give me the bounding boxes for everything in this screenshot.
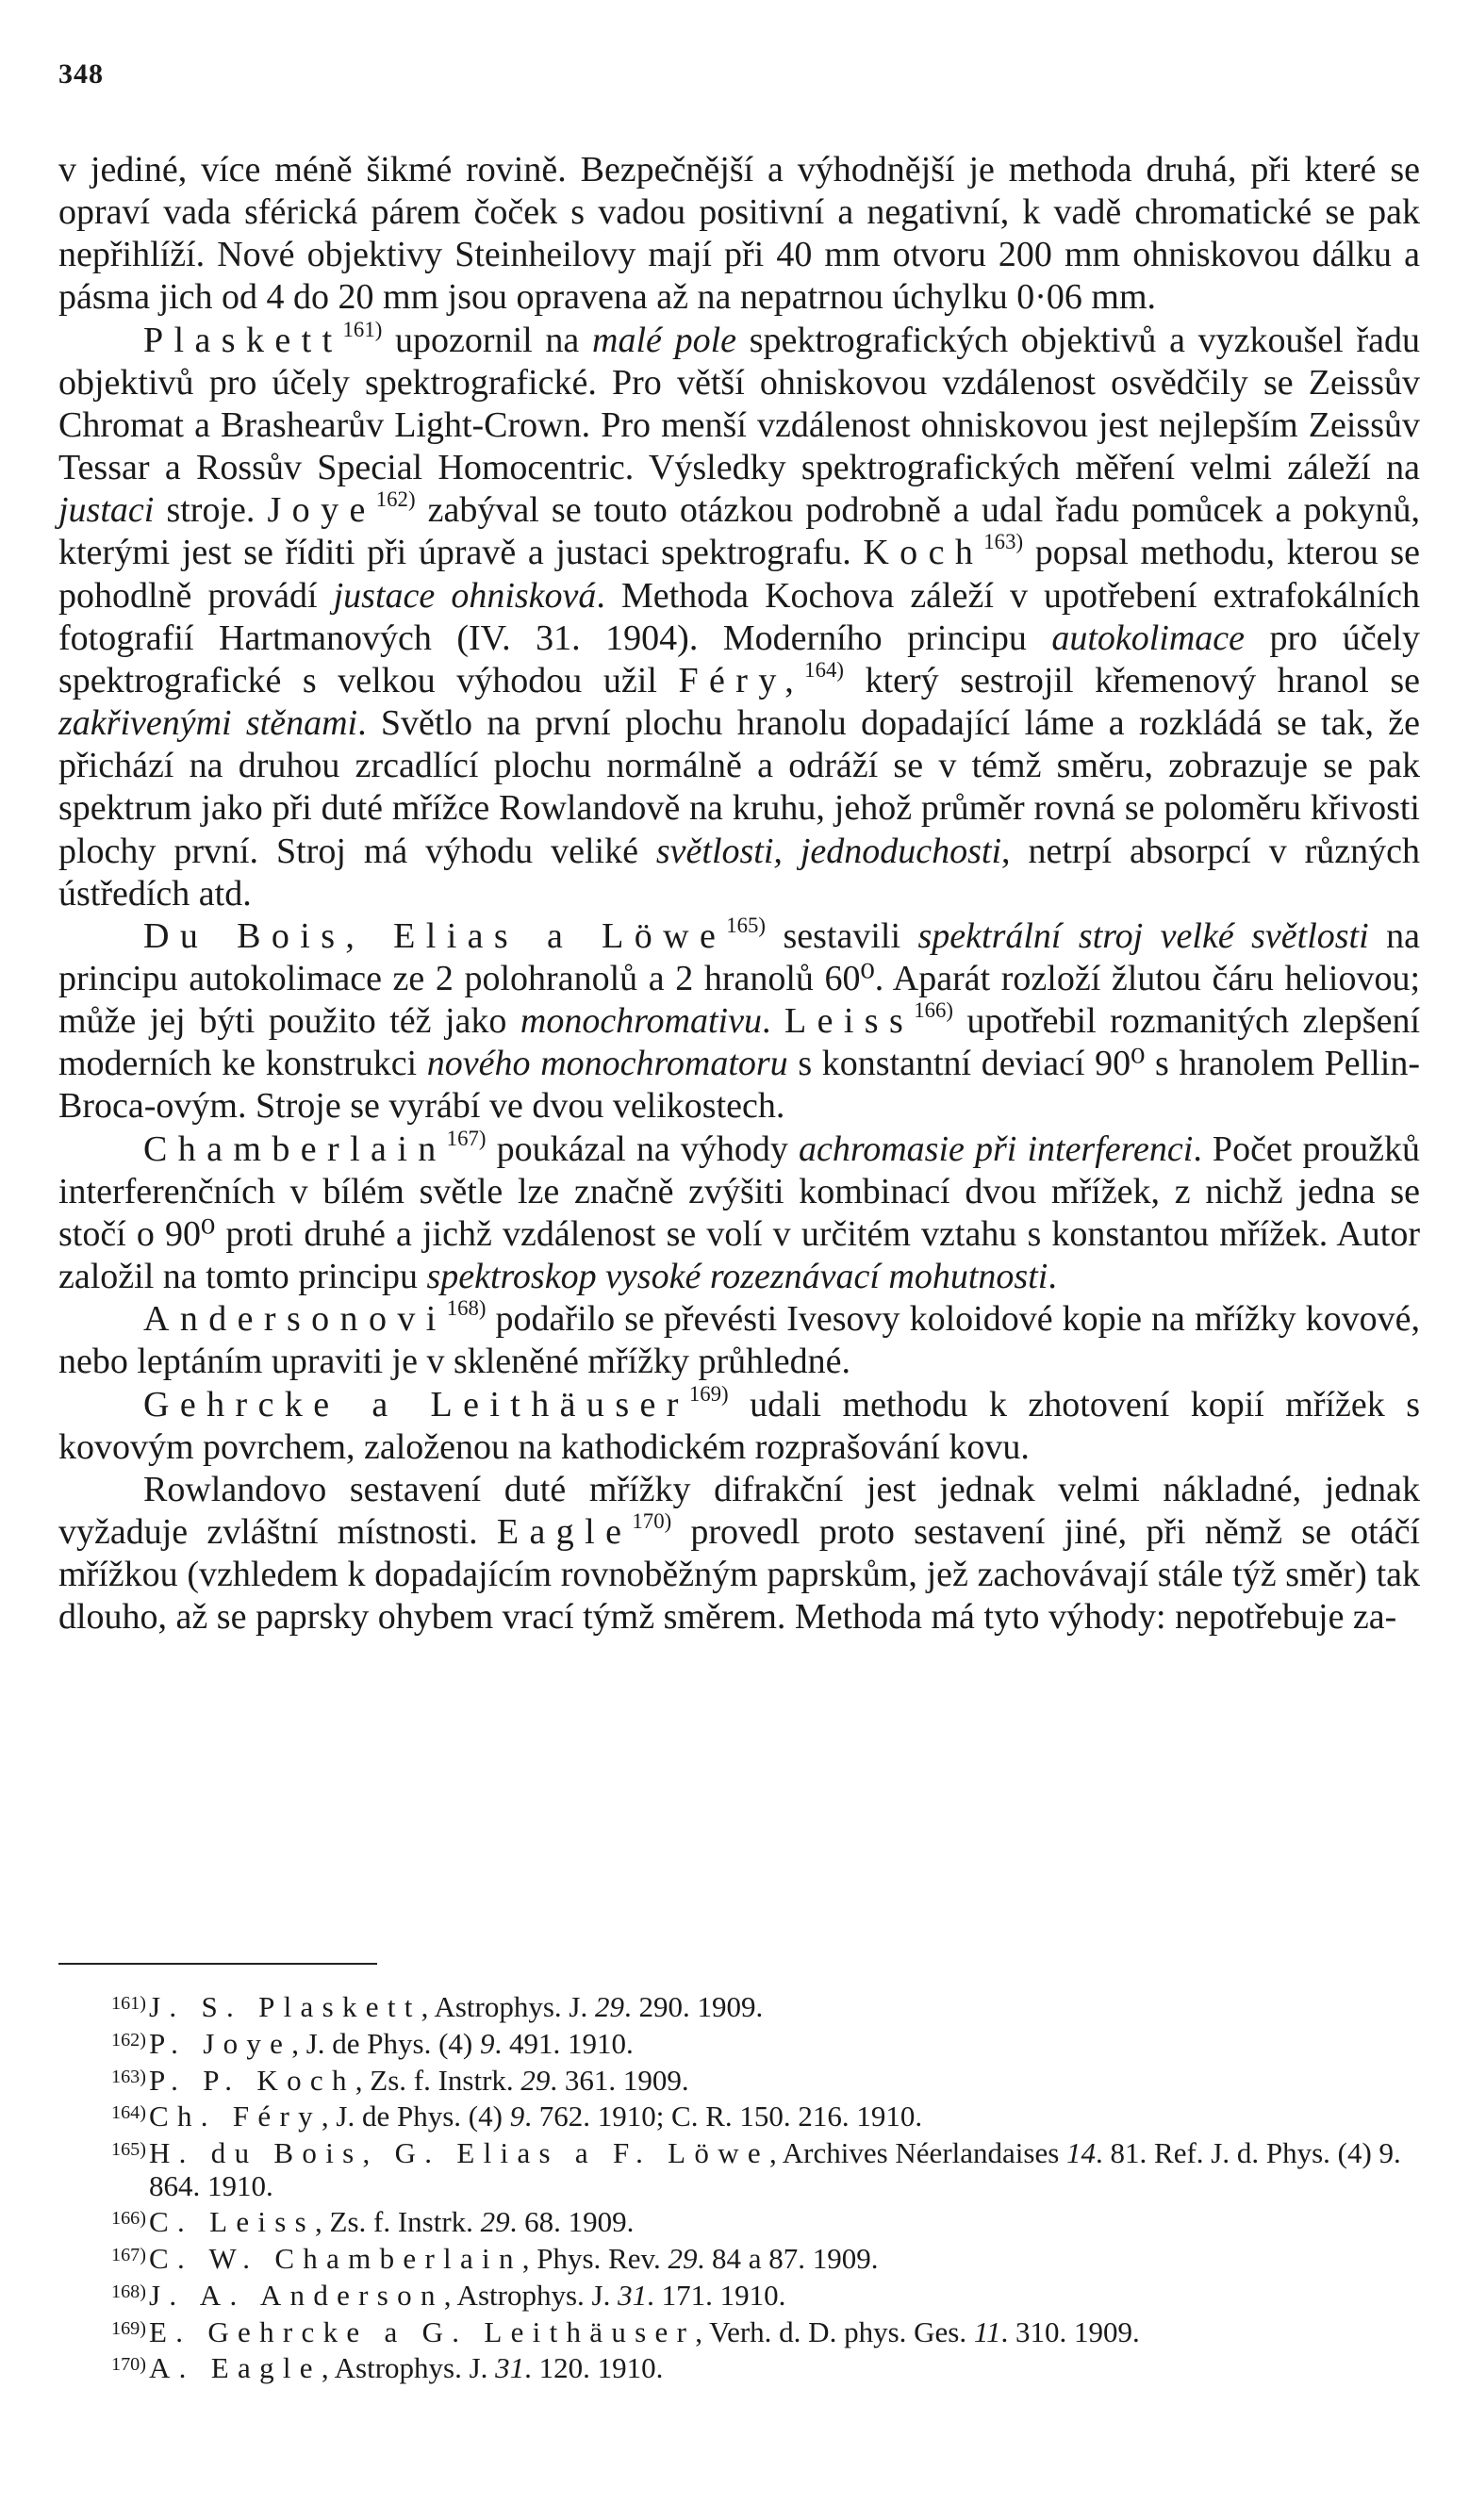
footnote-source: , Astrophys. J. <box>321 2351 496 2385</box>
footnote-volume: 9 <box>480 2026 495 2060</box>
footnote-ref: 163) <box>983 530 1024 554</box>
text-run: který sestrojil křemenový hranol se <box>843 660 1420 700</box>
footnote <box>58 2133 1420 2202</box>
text-run: s konstantní deviací 90⁰ s hranolem Pellin-Broca-ovým. Stroje se vyrábí ve dvou velikostech. <box>58 1044 1420 1127</box>
footnote-number: 165) <box>111 2139 146 2160</box>
author-name: Féry, <box>678 660 805 700</box>
emphasis: achromasie při interferenci <box>798 1128 1194 1169</box>
footnote-tail: . 171. 1910. <box>647 2279 786 2312</box>
paragraph: v jediné, více méně šikmé rovině. Bezpečnější a výhodnější je methoda druhá, při které se opraví vada sférická párem čoček s vadou positivní a negativní, k vadě chromatické se pak nepřihlíží. Nové objektivy Steinheilovy mají při 40 mm otvoru 200 mm ohniskovou dálku a pásma jich od 4 do 20 mm jsou opravena až na nepatrnou úchylku 0·06 mm. <box>58 150 1420 318</box>
footnote-volume: 29 <box>594 1990 624 2024</box>
footnote-tail: . 762. 1910; C. R. 150. 216. 1910. <box>524 2100 923 2133</box>
footnotes <box>58 1987 1420 2385</box>
footnote-tail: . 68. 1909. <box>509 2205 635 2239</box>
author-name: Plaskett <box>143 320 343 360</box>
footnote-author: Ch. Féry <box>149 2100 322 2133</box>
emphasis: justaci <box>58 490 155 531</box>
page-number: 348 <box>58 58 104 90</box>
footnote-ref: 167) <box>446 1126 487 1150</box>
footnote-volume: 14 <box>1066 2136 1097 2170</box>
paragraph <box>58 1381 1421 1469</box>
footnote-author: P. Joye <box>149 2026 292 2060</box>
paragraph <box>58 1128 1420 1299</box>
footnote-source: , Verh. d. D. phys. Ges. <box>695 2314 974 2348</box>
text-run: poukázal na výhody <box>486 1128 799 1169</box>
footnote-ref: 161) <box>342 317 383 341</box>
author-name: Eagle <box>496 1512 633 1552</box>
author-name: Gehrcke a Leithäuser <box>143 1384 689 1425</box>
footnote-author: C. Leiss <box>149 2205 316 2239</box>
body-text <box>58 149 1420 1639</box>
footnote-author: J. S. Plaskett <box>149 1990 421 2024</box>
footnote <box>58 2202 1420 2239</box>
footnote-source: , J. de Phys. (4) <box>321 2100 510 2133</box>
author-name: Du Bois, Elias a Löwe <box>143 915 727 956</box>
footnote-number: 164) <box>111 2102 146 2124</box>
footnote-volume: 11 <box>973 2314 1001 2348</box>
paragraph <box>58 1298 1420 1383</box>
footnote-number: 162) <box>111 2029 146 2051</box>
text-run: upozornil na <box>382 320 593 360</box>
text-run: , netrpí absorpcí v různých ústředích atd. <box>58 831 1421 914</box>
text-run: zabýval se touto otázkou podrobně a udal řadu pomůcek a pokynů, kterými jest se říditi při úpravě a justaci spektrografu. <box>58 490 1420 573</box>
emphasis: spektrální stroj velké světlosti <box>917 915 1369 956</box>
footnote-volume: 29 <box>480 2205 510 2239</box>
footnote-author: E. Gehrcke a G. Leithäuser <box>149 2314 696 2348</box>
text-run: udali methodu k zhotovení kopií mřížek s kovovým povrchem, založenou na kathodickém rozprašování kovu. <box>58 1384 1421 1467</box>
text-run: . Počet proužků interferenčních v bílém světle lze značně zvýšiti kombinací dvou mřížek, z nichž jedna se stočí o 90⁰ proti druhé a jichž vzdálenost se volí v určitém vztahu s konstantou mřížek. Autor založil na tomto principu <box>58 1128 1420 1297</box>
text-run: sestavili <box>766 915 918 956</box>
footnote-volume: 9 <box>509 2100 525 2133</box>
footnote-number: 163) <box>111 2066 146 2087</box>
footnote <box>58 2097 1420 2133</box>
footnote-number: 166) <box>111 2208 146 2230</box>
footnote-author: A. Eagle <box>149 2351 322 2385</box>
text-run: Rowlandovo sestavení duté mřížky difrakční jest jednak velmi nákladné, jednak vyžaduje zvláštní místnosti. <box>58 1469 1420 1552</box>
text-run: . Světlo na první plochu hranolu dopadající láme a rozkládá se tak, že přichází na druhou zrcadlící plochu normálně a odráží se v témž směru, zobrazuje se pak spektrum jako při duté mřížce Rowlandově na kruhu, jehož průměr rovná se poloměru křivosti plochy první. Stroj má výhodu veliké <box>58 703 1420 871</box>
footnote <box>58 2348 1420 2385</box>
paragraph <box>58 915 1420 1128</box>
footnote-source: , J. de Phys. (4) <box>291 2026 481 2060</box>
footnote-author: P. P. Koch <box>149 2063 355 2097</box>
author-name: Koch <box>863 533 984 573</box>
author-name: Leiss <box>784 1001 915 1042</box>
footnote-ref: 164) <box>804 657 844 682</box>
footnote <box>58 2061 1420 2098</box>
footnote-tail: . 310. 1909. <box>1000 2314 1140 2348</box>
footnote-author: C. W. Chamberlain <box>149 2242 522 2276</box>
footnote-tail: . 84 a 87. 1909. <box>697 2242 879 2276</box>
footnote-author: H. du Bois, G. Elias a F. Löwe <box>149 2136 769 2170</box>
footnote <box>58 2313 1420 2349</box>
text-run: . <box>762 1001 784 1042</box>
text-run: . <box>1048 1257 1057 1297</box>
footnote-number: 168) <box>111 2281 146 2302</box>
text-run: provedl proto sestavení jiné, při němž se otáčí mřížkou (vzhledem k dopadajícím rovnoběžným paprskům, jež zachovávají stále týž směr) tak dlouho, až se paprsky ohybem vrací týmž směrem. Methoda má tyto výhody: nepotřebuje za- <box>58 1512 1420 1638</box>
text-run: spektrografických objektivů a vyzkoušel řadu objektivů pro účely spektrografické. Pro větší ohniskovou vzdálenost osvědčily se Zeissův Chromat a Brashearův Light-Crown. Pro menší vzdálenost ohniskovou jest nejlepším Zeissův Tessar a Rossův Special Homocentric. Výsledky spektrografických měření velmi záleží na <box>58 320 1420 488</box>
footnote-source: , Astrophys. J. <box>421 1990 595 2024</box>
text-run: stroje. <box>154 490 268 531</box>
footnote-number: 169) <box>111 2317 146 2339</box>
footnote-ref: 162) <box>375 487 416 512</box>
emphasis: monochromativu <box>520 1001 762 1042</box>
footnote-number: 170) <box>111 2354 146 2376</box>
emphasis: autokolimace <box>1051 618 1246 658</box>
emphasis: spektroskop vysoké rozeznávací mohutnosti <box>426 1257 1048 1297</box>
author-name: Chamberlain <box>143 1128 447 1169</box>
paragraph <box>58 317 1421 915</box>
footnote-tail: . 491. 1910. <box>494 2026 634 2060</box>
text-run: . Methoda Kochova záleží v upotřebení extrafokálních fotografií Hartmanových (IV. 31. 1904). Moderního principu <box>58 575 1421 658</box>
footnote-volume: 31 <box>495 2351 525 2385</box>
footnote-tail: . 361. 1909. <box>550 2063 689 2097</box>
footnote-source: , Zs. f. Instrk. <box>355 2063 521 2097</box>
text-run: na principu autokolimace ze 2 polohranolů a 2 hranolů 60⁰. Aparát rozloží žlutou čáru heliovou; může jej býti použito též jako <box>58 915 1421 1042</box>
text-run: podařilo se převésti Ivesovy koloidové kopie na mřížky kovové, nebo leptáním upraviti je v skleněné mřížky průhledné. <box>58 1299 1420 1382</box>
footnote-tail: . 120. 1910. <box>524 2351 664 2385</box>
footnote-author: J. A. Anderson <box>149 2279 444 2312</box>
footnote-number: 167) <box>111 2245 146 2266</box>
text-run: popsal methodu, kterou se pohodlně provádí <box>58 533 1420 616</box>
footnote-tail: . 81. Ref. J. d. Phys. (4) 9. 864. 1910. <box>149 2136 1401 2202</box>
text-run: pro účely spektrografické s velkou výhodou užil <box>58 618 1420 700</box>
footnote <box>58 2276 1420 2313</box>
footnote-divider <box>58 1963 377 1965</box>
footnote <box>58 1987 1420 2024</box>
footnote-source: , Astrophys. J. <box>443 2279 619 2312</box>
footnote-volume: 29 <box>520 2063 551 2097</box>
footnote-ref: 168) <box>446 1296 487 1321</box>
footnote-ref: 169) <box>688 1381 729 1406</box>
footnote <box>58 2024 1420 2061</box>
emphasis: malé pole <box>592 320 737 360</box>
footnote-volume: 29 <box>668 2242 698 2276</box>
emphasis: zakřivenými stěnami <box>58 703 358 744</box>
footnote-ref: 166) <box>914 998 953 1023</box>
text-run: upotřebil rozmanitých zlepšení moderních ke konstrukci <box>58 1001 1420 1084</box>
footnote-ref: 165) <box>726 913 767 937</box>
footnote-number: 161) <box>111 1993 146 2014</box>
paragraph <box>58 1469 1420 1639</box>
author-name: Joye <box>267 490 376 531</box>
footnote-tail: . 290. 1909. <box>623 1990 764 2024</box>
emphasis: nového monochromatoru <box>426 1044 788 1084</box>
footnote-source: , Zs. f. Instrk. <box>315 2205 481 2239</box>
footnote-ref: 170) <box>632 1509 672 1534</box>
footnote-volume: 31 <box>618 2279 648 2312</box>
footnote-source: , Archives Néerlandaises <box>768 2136 1067 2170</box>
author-name: Andersonovi <box>143 1299 447 1340</box>
emphasis: světlosti, jednoduchosti <box>655 831 1002 871</box>
footnote-source: , Phys. Rev. <box>521 2242 668 2276</box>
emphasis: justace ohnisková <box>333 575 597 616</box>
footnote <box>58 2239 1420 2276</box>
